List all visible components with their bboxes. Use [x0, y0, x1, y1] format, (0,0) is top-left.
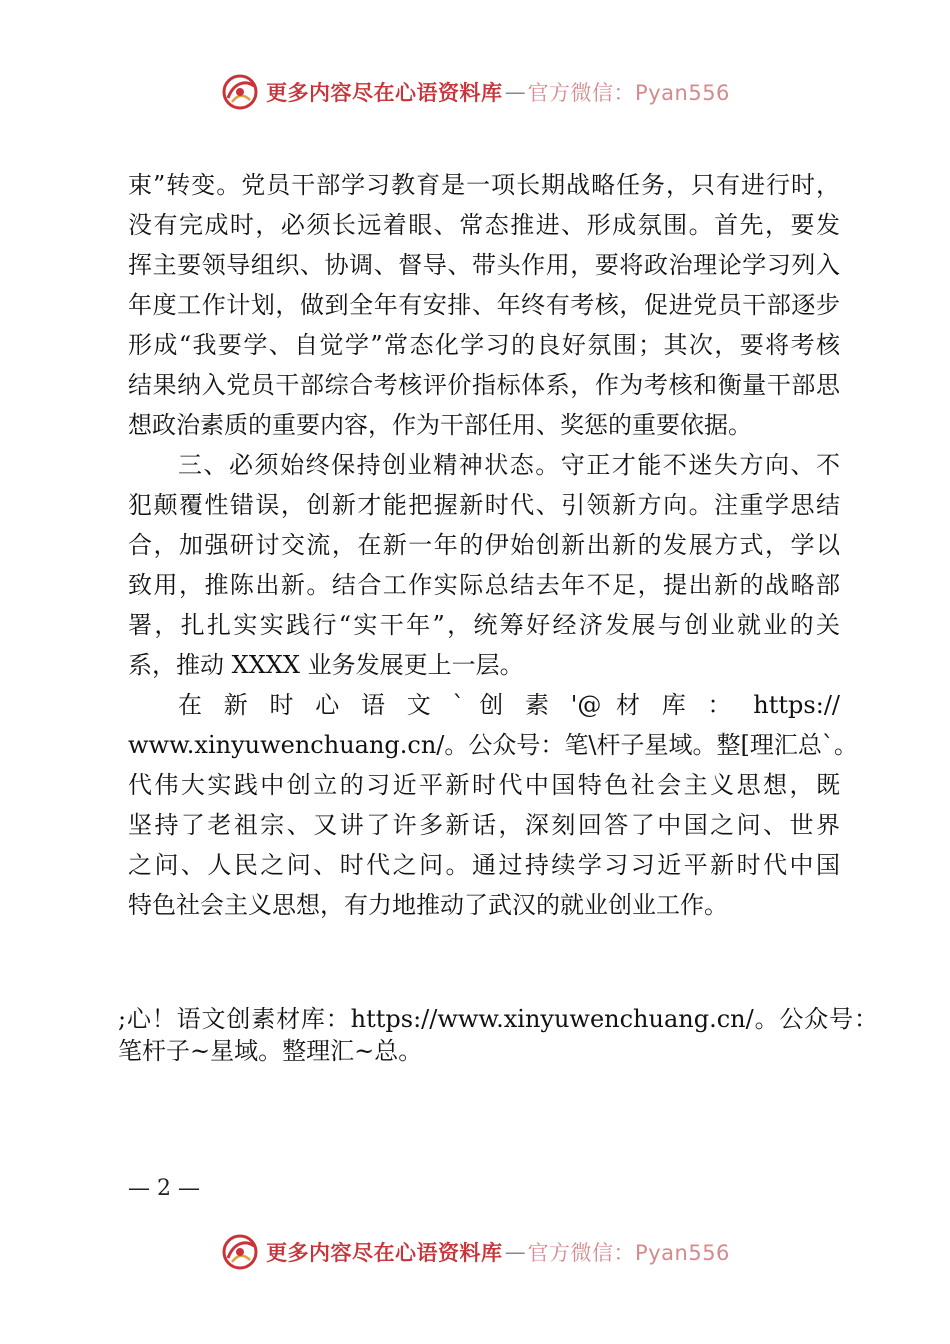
section-heading-line: 三、必须始终保持创业精神状态。守正才能不迷失方向、不: [178, 451, 840, 479]
logo-icon: [220, 1232, 260, 1272]
body-line: 特色社会主义思想，有力地推动了武汉的就业创业工作。: [128, 891, 728, 919]
banner-separator: —: [504, 80, 526, 104]
document-body: [128, 165, 858, 925]
body-line: 合，加强研讨交流，在新一年的伊始创新出新的发展方式，学以: [128, 531, 840, 559]
watermark-line: 在 新 时 心 语 文 ` 创 素 '@ 材 库 ： https://: [178, 691, 840, 719]
watermark-line: www.xinyuwenchuang.cn/。公众号：笔\杆子星域。整[理汇总`。: [128, 731, 858, 759]
banner-separator: —: [504, 1240, 526, 1264]
body-line: 形成“我要学、自觉学”常态化学习的良好氛围；其次，要将考核: [128, 331, 840, 359]
body-line: 坚持了老祖宗、又讲了许多新话，深刻回答了中国之问、世界: [128, 811, 840, 839]
banner-wechat: 官方微信：Pyan556: [527, 81, 730, 105]
body-line: 挥主要领导组织、协调、督导、带头作用，要将政治理论学习列入: [128, 251, 840, 279]
source-note-line: ;心！语文创素材库：https://www.xinyuwenchuang.cn/。公众号：: [118, 1005, 878, 1033]
body-line: 年度工作计划，做到全年有安排、年终有考核，促进党员干部逐步: [128, 291, 840, 319]
header-banner: [0, 68, 950, 116]
banner-slogan: 更多内容尽在心语资料库: [266, 81, 503, 105]
body-line: 致用，推陈出新。结合工作实际总结去年不足，提出新的战略部: [128, 571, 840, 599]
body-line: 犯颠覆性错误，创新才能把握新时代、引领新方向。注重学思结: [128, 491, 840, 519]
banner-wechat: 官方微信：Pyan556: [527, 1241, 730, 1265]
body-line: 结果纳入党员干部综合考核评价指标体系，作为考核和衡量干部思: [128, 371, 840, 399]
body-line: 署，扎扎实实践行“实干年”，统筹好经济发展与创业就业的关: [128, 611, 840, 639]
body-line: 没有完成时，必须长远着眼、常态推进、形成氛围。首先，要发: [128, 211, 840, 239]
banner-slogan: 更多内容尽在心语资料库: [266, 1241, 503, 1265]
page-number: — 2 —: [128, 1176, 200, 1201]
source-note: [118, 1003, 878, 1067]
source-note-line: 笔杆子~星域。整理汇~总。: [118, 1037, 423, 1065]
body-line: 想政治素质的重要内容，作为干部任用、奖惩的重要依据。: [128, 411, 752, 439]
logo-icon: [220, 72, 260, 112]
footer-banner: [0, 1228, 950, 1276]
body-line: 束”转变。党员干部学习教育是一项长期战略任务，只有进行时，: [128, 171, 840, 199]
body-line: 代伟大实践中创立的习近平新时代中国特色社会主义思想，既: [128, 771, 840, 799]
body-line: 之问、人民之问、时代之问。通过持续学习习近平新时代中国: [128, 851, 840, 879]
body-line: 系，推动 XXXX 业务发展更上一层。: [128, 651, 524, 679]
